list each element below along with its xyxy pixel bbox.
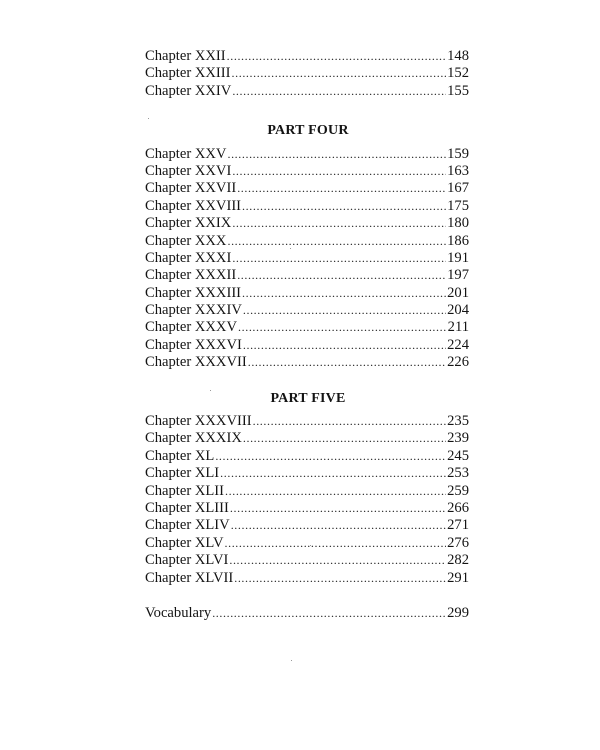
dot-leader: [212, 605, 446, 622]
toc-entry-label: Chapter XLIII: [145, 500, 229, 517]
toc-entry-page-number: 197: [447, 267, 469, 284]
scan-speck: [310, 545, 311, 546]
toc-entry[interactable]: [145, 267, 469, 284]
dot-leader: [242, 285, 446, 302]
toc-entry-page-number: 167: [447, 180, 469, 197]
toc-entry-page-number: 180: [447, 215, 469, 232]
toc-entry-label: Chapter XXXIV: [145, 302, 242, 319]
part-five-heading: PART FIVE: [270, 390, 346, 406]
toc-entry-page-number: 148: [447, 48, 469, 64]
dot-leader: [227, 146, 446, 163]
dot-leader: [232, 250, 446, 267]
dot-leader: [232, 65, 447, 82]
toc-entry-page-number: 224: [447, 336, 469, 353]
toc-entry-page-number: 271: [447, 517, 469, 534]
toc-entry[interactable]: [145, 517, 469, 534]
toc-entry-page-number: 226: [447, 354, 469, 371]
toc-entry[interactable]: [145, 250, 469, 267]
toc-entry-label: Chapter XLV: [145, 534, 224, 551]
dot-leader: [242, 198, 446, 215]
dot-leader: [237, 180, 446, 197]
toc-entry-label: Chapter XXII: [145, 48, 226, 64]
table-of-contents: [145, 48, 469, 622]
dot-leader: [243, 430, 446, 447]
toc-entry-page-number: 204: [447, 302, 469, 319]
toc-entry-page-number: 191: [447, 249, 469, 266]
toc-entry-page-number: 152: [447, 65, 469, 82]
toc-entry-label: Chapter XLII: [145, 482, 225, 499]
toc-entry-page-number: 163: [447, 162, 469, 179]
dot-leader: [230, 500, 446, 517]
toc-entry[interactable]: [145, 552, 469, 569]
toc-entry-label: Chapter XXXVI: [145, 336, 242, 353]
toc-entry-label: Chapter XXV: [145, 145, 227, 162]
scan-speck: [290, 248, 291, 249]
toc-entry[interactable]: [145, 413, 469, 430]
toc-entry[interactable]: [145, 430, 469, 447]
dot-leader: [227, 48, 446, 65]
toc-entry[interactable]: [145, 233, 469, 250]
toc-entry[interactable]: [145, 448, 469, 465]
toc-entry-label: Vocabulary: [145, 604, 212, 621]
toc-entry-label: Chapter XXXVIII: [145, 413, 252, 430]
toc-entry-page-number: 282: [447, 552, 469, 569]
toc-entry-label: Chapter XLIV: [145, 517, 230, 534]
toc-entry-label: Chapter XLVI: [145, 552, 229, 569]
toc-entry-page-number: 201: [447, 284, 469, 301]
toc-entry[interactable]: [145, 83, 469, 100]
toc-entry-label: Chapter XXVII: [145, 180, 237, 197]
toc-entry-label: Chapter XXVIII: [145, 197, 242, 214]
toc-entry-label: Chapter XXIII: [145, 65, 231, 82]
toc-entry[interactable]: [145, 465, 469, 482]
toc-entry-label: Chapter XXVI: [145, 162, 232, 179]
toc-entry-page-number: 245: [447, 447, 469, 464]
dot-leader: [232, 163, 446, 180]
toc-entry[interactable]: [145, 319, 469, 336]
toc-entry-page-number: 235: [447, 413, 469, 430]
back-matter-section: [145, 605, 469, 622]
dot-leader: [243, 302, 446, 319]
part-four-heading: PART FOUR: [267, 123, 349, 139]
toc-entry-label: Chapter XXXIII: [145, 284, 242, 301]
toc-entry[interactable]: [145, 302, 469, 319]
toc-entry[interactable]: [145, 65, 469, 82]
toc-entry-label: Chapter XXXV: [145, 319, 238, 336]
toc-entry-page-number: 299: [447, 604, 469, 621]
dot-leader: [215, 448, 446, 465]
part-three-tail-section: [145, 48, 469, 100]
toc-entry-vocabulary[interactable]: [145, 605, 469, 622]
toc-entry-page-number: 186: [447, 232, 469, 249]
dot-leader: [243, 337, 446, 354]
dot-leader: [232, 215, 446, 232]
toc-entry-label: Chapter XXX: [145, 232, 227, 249]
toc-entry[interactable]: [145, 146, 469, 163]
toc-entry-label: Chapter XXXI: [145, 249, 232, 266]
toc-entry-label: Chapter XXIX: [145, 215, 232, 232]
scan-speck: [148, 118, 149, 119]
toc-entry-label: Chapter XXIV: [145, 82, 232, 99]
dot-leader: [225, 483, 446, 500]
toc-entry-label: Chapter XXXII: [145, 267, 237, 284]
toc-entry-label: Chapter XXXIX: [145, 430, 242, 447]
scan-speck: [291, 660, 292, 661]
toc-entry[interactable]: [145, 48, 469, 65]
toc-entry-page-number: 276: [447, 534, 469, 551]
toc-entry-page-number: 211: [447, 319, 469, 336]
dot-leader: [225, 535, 447, 552]
dot-leader: [220, 465, 446, 482]
toc-entry-page-number: 291: [447, 569, 469, 586]
toc-entry[interactable]: [145, 483, 469, 500]
dot-leader: [253, 413, 447, 430]
toc-entry-page-number: 175: [447, 197, 469, 214]
dot-leader: [248, 354, 446, 371]
dot-leader: [234, 570, 446, 587]
dot-leader: [227, 233, 446, 250]
toc-entry[interactable]: [145, 500, 469, 517]
toc-entry[interactable]: [145, 354, 469, 371]
toc-entry-page-number: 259: [447, 482, 469, 499]
toc-entry-label: Chapter XXXVII: [145, 354, 247, 371]
toc-entry[interactable]: [145, 570, 469, 587]
toc-entry-page-number: 253: [447, 465, 469, 482]
toc-entry[interactable]: [145, 285, 469, 302]
toc-entry-label: Chapter XLVII: [145, 569, 234, 586]
toc-entry-label: Chapter XL: [145, 447, 215, 464]
part-four-section: [145, 122, 469, 371]
dot-leader: [232, 83, 446, 100]
dot-leader: [238, 319, 447, 336]
dot-leader: [229, 552, 446, 569]
toc-entry[interactable]: [145, 215, 469, 232]
toc-entry-page-number: 155: [447, 82, 469, 99]
toc-entry[interactable]: [145, 535, 469, 552]
toc-entry[interactable]: [145, 198, 469, 215]
toc-entry[interactable]: [145, 163, 469, 180]
dot-leader: [231, 517, 446, 534]
toc-entry-label: Chapter XLI: [145, 465, 220, 482]
toc-entry[interactable]: [145, 337, 469, 354]
part-five-section: [145, 390, 469, 587]
dot-leader: [237, 267, 446, 284]
toc-entry-page-number: 239: [447, 430, 469, 447]
toc-entry[interactable]: [145, 180, 469, 197]
toc-entry-page-number: 159: [447, 145, 469, 162]
scan-speck: [210, 390, 211, 391]
toc-entry-page-number: 266: [447, 500, 469, 517]
